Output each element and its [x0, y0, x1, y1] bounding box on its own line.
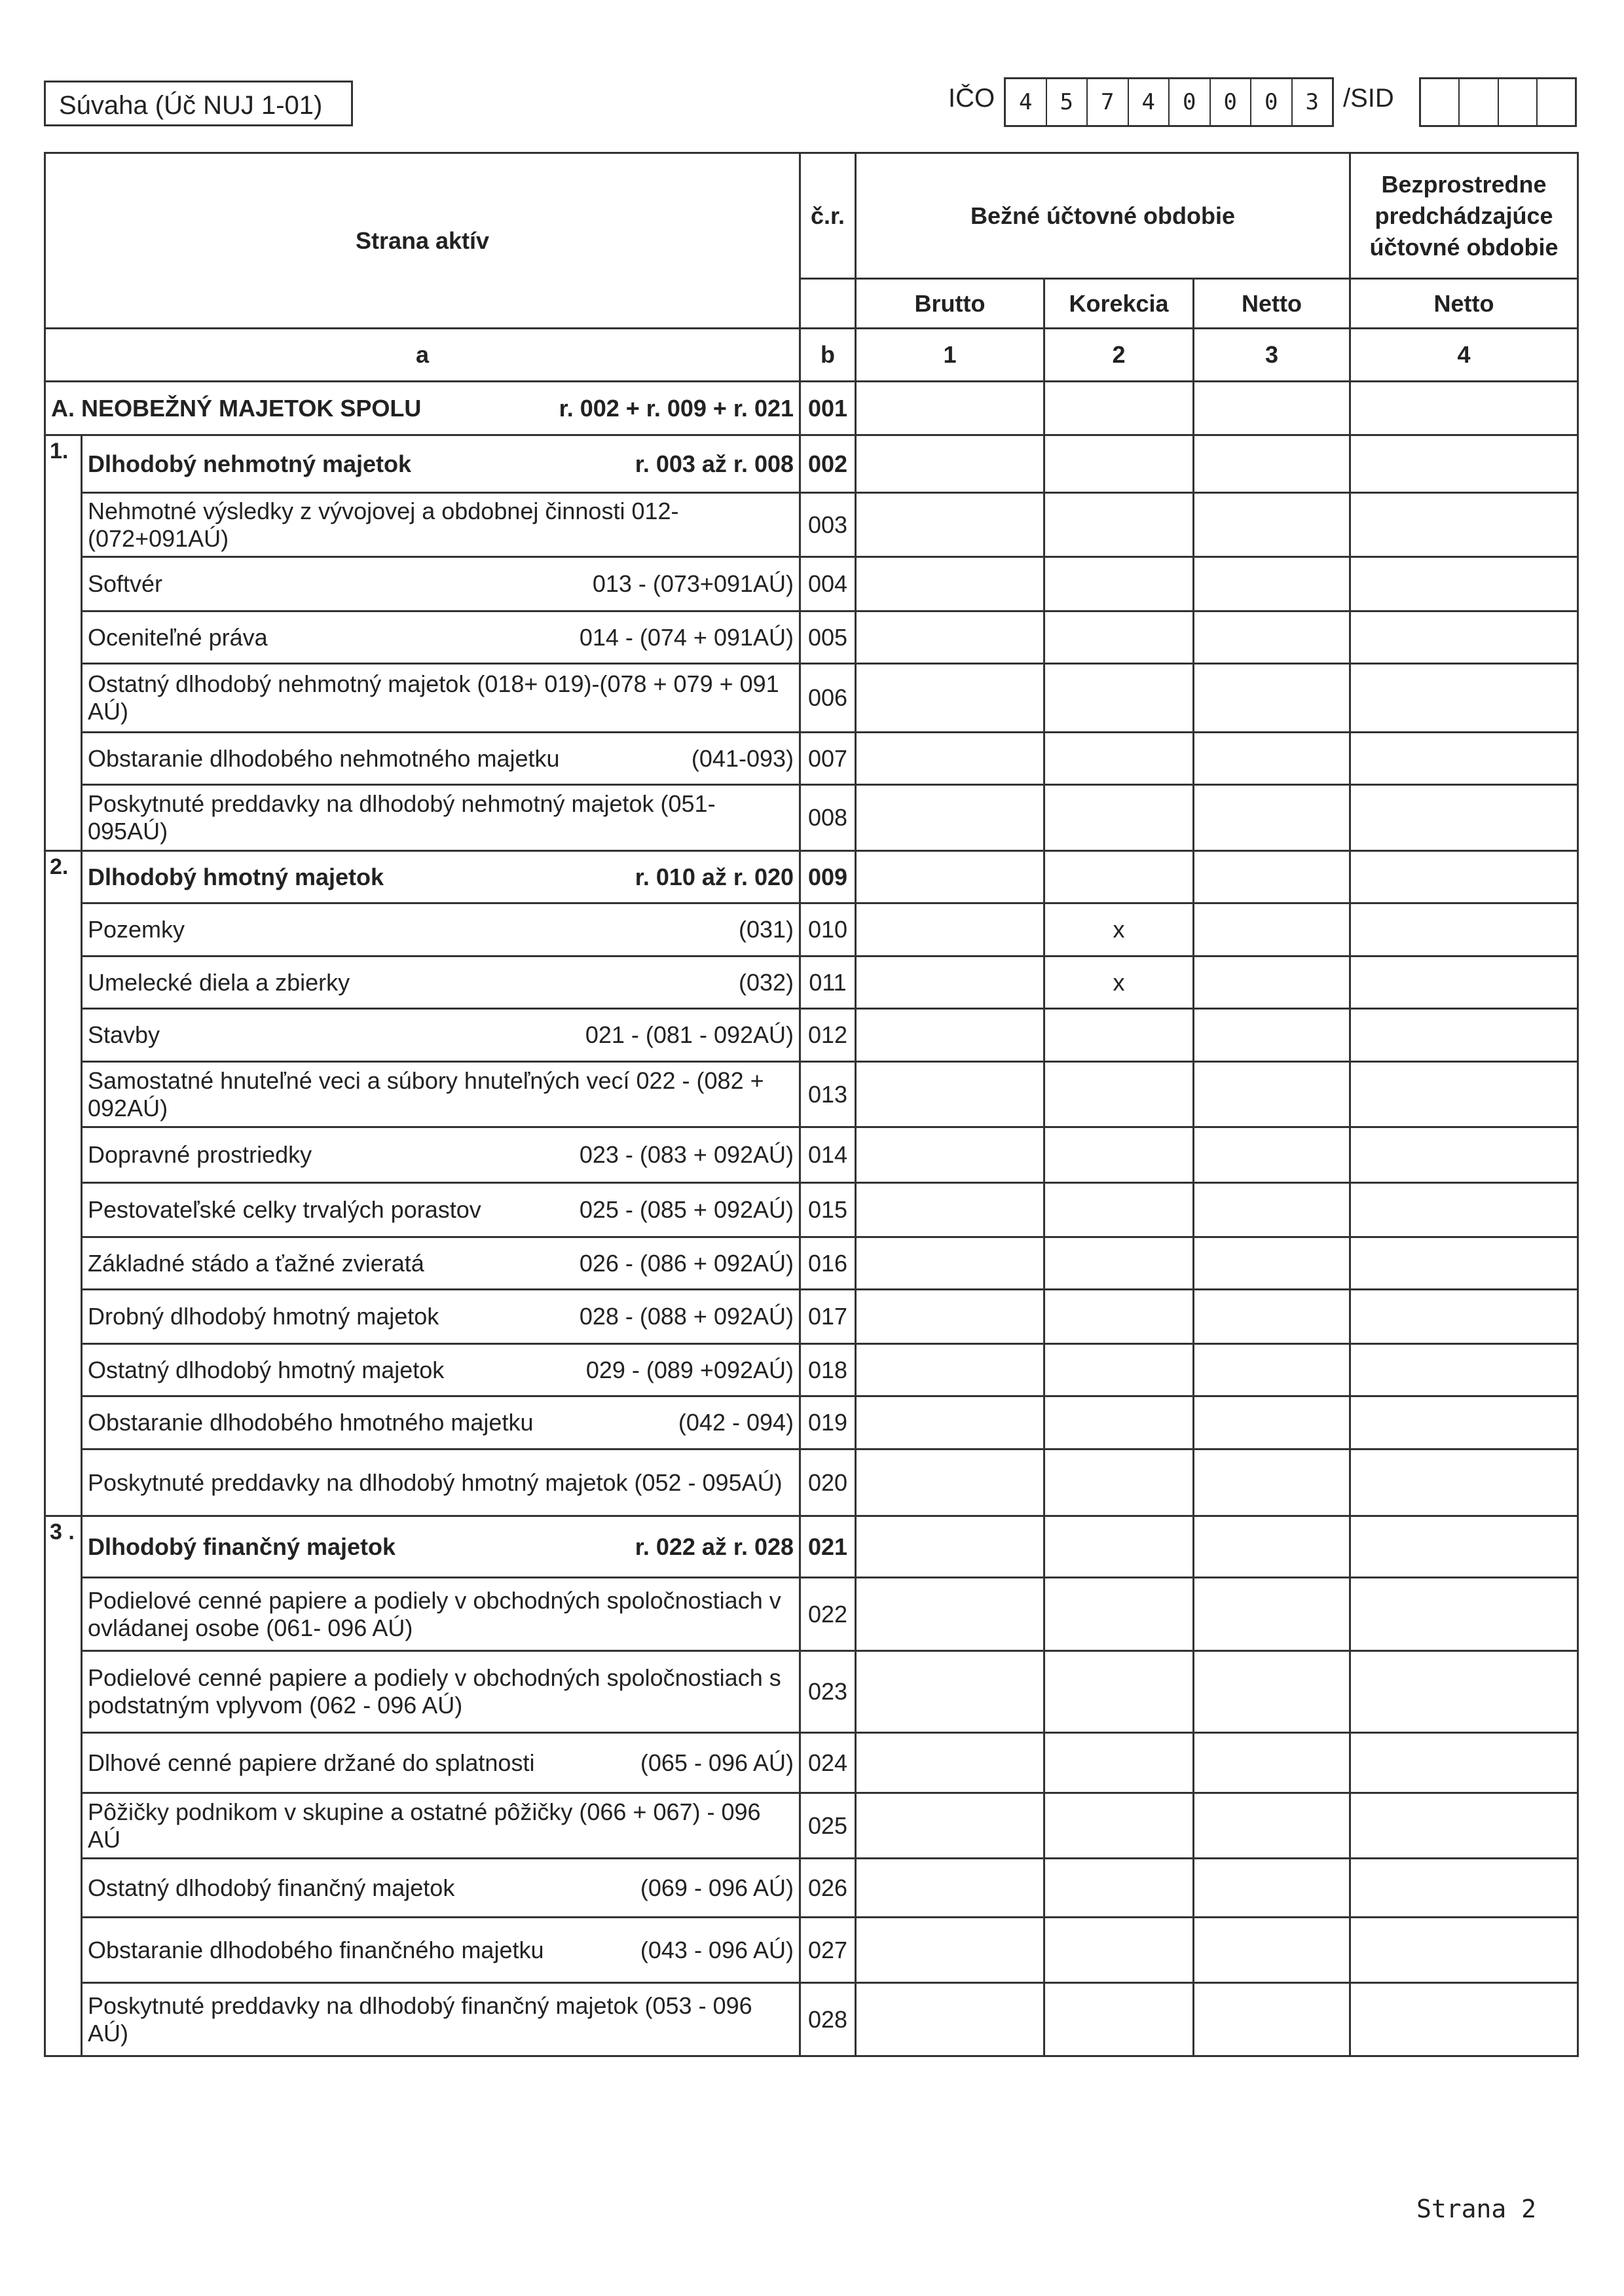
- netto-prev-cell[interactable]: [1350, 1578, 1578, 1651]
- brutto-cell[interactable]: [856, 1859, 1044, 1918]
- table-row-028: [45, 1983, 1578, 2056]
- row-label: [82, 1127, 800, 1183]
- row-label-text: Stavby: [88, 1021, 160, 1048]
- row-code: 021: [800, 1516, 856, 1578]
- korekcia-cell[interactable]: x: [1044, 957, 1194, 1009]
- netto-prev-cell[interactable]: [1350, 903, 1578, 957]
- row-code: 016: [800, 1237, 856, 1290]
- ico-digit-box: 4: [1128, 79, 1169, 125]
- table-row-010: [45, 903, 1578, 957]
- row-code: 009: [800, 851, 856, 903]
- row-formula: r. 022 až r. 028: [635, 1533, 794, 1560]
- row-formula: (031): [738, 916, 794, 943]
- row-formula: 021 - (081 - 092AÚ): [585, 1021, 794, 1048]
- row-formula: 013 - (073+091AÚ): [592, 570, 794, 597]
- netto-prev-cell[interactable]: [1350, 1651, 1578, 1733]
- ico-digit-box: 5: [1046, 79, 1087, 125]
- brutto-cell[interactable]: [856, 1062, 1044, 1127]
- netto-cell[interactable]: [1194, 1918, 1350, 1983]
- netto-prev-cell[interactable]: [1350, 1127, 1578, 1183]
- row-label: [82, 1237, 800, 1290]
- row-label: Poskytnuté preddavky na dlhodobý finančný majetok (053 - 096 AÚ): [82, 1983, 800, 2056]
- brutto-cell[interactable]: [856, 1733, 1044, 1793]
- brutto-cell[interactable]: [856, 957, 1044, 1009]
- netto-cell[interactable]: [1194, 1183, 1350, 1237]
- header-cr: č.r.: [800, 153, 856, 279]
- korekcia-cell[interactable]: [1044, 1237, 1194, 1290]
- table-row-004: [45, 557, 1578, 611]
- netto-prev-cell[interactable]: [1350, 1290, 1578, 1344]
- row-label: [82, 557, 800, 611]
- netto-prev-cell[interactable]: [1350, 435, 1578, 493]
- brutto-cell[interactable]: [856, 1449, 1044, 1516]
- table-row-019: [45, 1396, 1578, 1449]
- ico-digit-box: 0: [1250, 79, 1291, 125]
- netto-prev-cell[interactable]: [1350, 1918, 1578, 1983]
- brutto-cell[interactable]: [856, 493, 1044, 557]
- netto-cell[interactable]: [1194, 664, 1350, 733]
- korekcia-cell[interactable]: [1044, 733, 1194, 785]
- netto-prev-cell[interactable]: [1350, 1237, 1578, 1290]
- table-row-015: [45, 1183, 1578, 1237]
- brutto-cell[interactable]: [856, 382, 1044, 435]
- sid-digit-box[interactable]: [1498, 79, 1536, 125]
- netto-prev-cell[interactable]: [1350, 1733, 1578, 1793]
- row-label: [82, 1344, 800, 1396]
- netto-cell[interactable]: [1194, 1578, 1350, 1651]
- row-label: Pôžičky podnikom v skupine a ostatné pôžičky (066 + 067) - 096 AÚ: [82, 1793, 800, 1859]
- netto-prev-cell[interactable]: [1350, 382, 1578, 435]
- row-formula: 026 - (086 + 092AÚ): [579, 1249, 794, 1277]
- brutto-cell[interactable]: [856, 903, 1044, 957]
- netto-prev-cell[interactable]: [1350, 1396, 1578, 1449]
- netto-prev-cell[interactable]: [1350, 733, 1578, 785]
- row-formula: r. 003 až r. 008: [635, 450, 794, 477]
- ico-digit-box: 0: [1168, 79, 1209, 125]
- row-label: [82, 1516, 800, 1578]
- netto-cell[interactable]: [1194, 785, 1350, 851]
- balance-sheet-assets-table: [44, 152, 1579, 2057]
- korekcia-cell[interactable]: [1044, 1344, 1194, 1396]
- row-label-text: Umelecké diela a zbierky: [88, 968, 350, 996]
- brutto-cell[interactable]: [856, 557, 1044, 611]
- row-label-text: Ostatný dlhodobý finančný majetok: [88, 1874, 455, 1901]
- row-code: 006: [800, 664, 856, 733]
- netto-cell[interactable]: [1194, 1344, 1350, 1396]
- table-row-023: [45, 1651, 1578, 1733]
- netto-prev-cell[interactable]: [1350, 1009, 1578, 1062]
- row-label: [82, 851, 800, 903]
- row-code: 025: [800, 1793, 856, 1859]
- section-number: 1.: [45, 435, 82, 851]
- header-cr-blank: [800, 279, 856, 329]
- header-col-1: 1: [856, 329, 1044, 382]
- netto-cell[interactable]: [1194, 1859, 1350, 1918]
- row-code: 023: [800, 1651, 856, 1733]
- table-row-005: [45, 611, 1578, 664]
- page-number: Strana 2: [1416, 2195, 1537, 2223]
- korekcia-cell[interactable]: [1044, 611, 1194, 664]
- row-label-text: Obstaranie dlhodobého finančného majetku: [88, 1936, 544, 1963]
- table-row-024: [45, 1733, 1578, 1793]
- netto-cell[interactable]: [1194, 382, 1350, 435]
- netto-cell[interactable]: [1194, 1793, 1350, 1859]
- table-row-011: [45, 957, 1578, 1009]
- row-formula: r. 010 až r. 020: [635, 863, 794, 890]
- table-row-016: [45, 1237, 1578, 1290]
- korekcia-cell[interactable]: [1044, 851, 1194, 903]
- row-label: [82, 1183, 800, 1237]
- sid-digit-box[interactable]: [1458, 79, 1497, 125]
- header-previous-period: Bezprostredne predchádzajúce účtovné obdobie: [1350, 153, 1578, 279]
- row-label-text: Drobný dlhodobý hmotný majetok: [88, 1303, 439, 1330]
- netto-cell[interactable]: [1194, 611, 1350, 664]
- netto-prev-cell[interactable]: [1350, 1859, 1578, 1918]
- row-formula: 029 - (089 +092AÚ): [585, 1356, 794, 1383]
- brutto-cell[interactable]: [856, 1009, 1044, 1062]
- korekcia-cell[interactable]: [1044, 1449, 1194, 1516]
- table-row-022: [45, 1578, 1578, 1651]
- sid-digit-box[interactable]: [1421, 79, 1458, 125]
- row-code: 018: [800, 1344, 856, 1396]
- korekcia-cell[interactable]: [1044, 493, 1194, 557]
- netto-cell[interactable]: [1194, 1290, 1350, 1344]
- brutto-cell[interactable]: [856, 1651, 1044, 1733]
- korekcia-cell[interactable]: [1044, 1183, 1194, 1237]
- netto-cell[interactable]: [1194, 1396, 1350, 1449]
- table-row-018: [45, 1344, 1578, 1396]
- korekcia-cell[interactable]: [1044, 664, 1194, 733]
- row-formula: r. 002 + r. 009 + r. 021: [559, 394, 794, 422]
- row-label: [82, 1733, 800, 1793]
- row-label-text: Oceniteľné práva: [88, 623, 268, 651]
- korekcia-cell[interactable]: [1044, 557, 1194, 611]
- table-row-017: [45, 1290, 1578, 1344]
- netto-prev-cell[interactable]: [1350, 785, 1578, 851]
- netto-cell[interactable]: [1194, 1651, 1350, 1733]
- netto-cell[interactable]: [1194, 1983, 1350, 2056]
- row-code: 007: [800, 733, 856, 785]
- table-row-006: [45, 664, 1578, 733]
- korekcia-cell[interactable]: [1044, 382, 1194, 435]
- korekcia-cell[interactable]: [1044, 1062, 1194, 1127]
- netto-prev-cell[interactable]: [1350, 493, 1578, 557]
- row-code: 002: [800, 435, 856, 493]
- row-label-text: Dlhodobý finančný majetok: [88, 1533, 396, 1560]
- brutto-cell[interactable]: [856, 611, 1044, 664]
- netto-cell[interactable]: [1194, 1733, 1350, 1793]
- row-code: 010: [800, 903, 856, 957]
- header-netto: Netto: [1194, 279, 1350, 329]
- brutto-cell[interactable]: [856, 1793, 1044, 1859]
- row-label-text: Pestovateľské celky trvalých porastov: [88, 1196, 481, 1223]
- korekcia-cell[interactable]: [1044, 1651, 1194, 1733]
- korekcia-cell[interactable]: [1044, 1918, 1194, 1983]
- row-code: 005: [800, 611, 856, 664]
- ico-field: [1004, 77, 1334, 127]
- table-row-002: [45, 435, 1578, 493]
- netto-prev-cell[interactable]: [1350, 1183, 1578, 1237]
- row-label: [45, 382, 800, 435]
- header-col-b: b: [800, 329, 856, 382]
- row-label: Podielové cenné papiere a podiely v obchodných spoločnostiach s podstatným vplyvom (062 - 096 AÚ): [82, 1651, 800, 1733]
- netto-prev-cell[interactable]: [1350, 611, 1578, 664]
- table-row-025: [45, 1793, 1578, 1859]
- row-formula: (065 - 096 AÚ): [640, 1749, 794, 1776]
- row-label-text: A. NEOBEŽNÝ MAJETOK SPOLU: [51, 394, 422, 422]
- row-code: 003: [800, 493, 856, 557]
- netto-cell[interactable]: [1194, 1237, 1350, 1290]
- netto-prev-cell[interactable]: [1350, 1344, 1578, 1396]
- korekcia-cell[interactable]: [1044, 1578, 1194, 1651]
- row-formula: 028 - (088 + 092AÚ): [579, 1303, 794, 1330]
- section-number: 3 .: [45, 1516, 82, 2056]
- netto-cell[interactable]: [1194, 1516, 1350, 1578]
- row-formula: (032): [738, 968, 794, 996]
- brutto-cell[interactable]: [856, 1396, 1044, 1449]
- netto-prev-cell[interactable]: [1350, 1062, 1578, 1127]
- brutto-cell[interactable]: [856, 1344, 1044, 1396]
- netto-cell[interactable]: [1194, 435, 1350, 493]
- table-row-027: [45, 1918, 1578, 1983]
- table-row-014: [45, 1127, 1578, 1183]
- sid-label: /SID: [1343, 84, 1394, 113]
- korekcia-cell[interactable]: [1044, 1516, 1194, 1578]
- sid-digit-box[interactable]: [1536, 79, 1575, 125]
- section-number: 2.: [45, 851, 82, 1516]
- row-label: Poskytnuté preddavky na dlhodobý hmotný majetok (052 - 095AÚ): [82, 1449, 800, 1516]
- brutto-cell[interactable]: [856, 1290, 1044, 1344]
- korekcia-cell[interactable]: [1044, 1290, 1194, 1344]
- header-col-3: 3: [1194, 329, 1350, 382]
- netto-cell[interactable]: [1194, 1449, 1350, 1516]
- row-label-text: Pozemky: [88, 916, 185, 943]
- row-label-text: Dopravné prostriedky: [88, 1141, 312, 1168]
- brutto-cell[interactable]: [856, 435, 1044, 493]
- korekcia-cell[interactable]: [1044, 435, 1194, 493]
- brutto-cell[interactable]: [856, 785, 1044, 851]
- row-label-text: Dlhové cenné papiere držané do splatnosti: [88, 1749, 535, 1776]
- netto-prev-cell[interactable]: [1350, 557, 1578, 611]
- ico-digit-box: 4: [1019, 89, 1033, 115]
- row-label: Ostatný dlhodobý nehmotný majetok (018+ 019)-(078 + 079 + 091 AÚ): [82, 664, 800, 733]
- table-row-026: [45, 1859, 1578, 1918]
- row-formula: (069 - 096 AÚ): [640, 1874, 794, 1901]
- korekcia-cell[interactable]: [1044, 1983, 1194, 2056]
- row-formula: 023 - (083 + 092AÚ): [579, 1141, 794, 1168]
- row-code: 001: [800, 382, 856, 435]
- table-row-009: [45, 851, 1578, 903]
- row-label: [82, 1009, 800, 1062]
- row-label-text: Ostatný dlhodobý hmotný majetok: [88, 1356, 445, 1383]
- row-code: 028: [800, 1983, 856, 2056]
- row-label-text: Základné stádo a ťažné zvieratá: [88, 1249, 424, 1277]
- netto-cell[interactable]: [1194, 1009, 1350, 1062]
- netto-prev-cell[interactable]: [1350, 664, 1578, 733]
- row-label-text: Softvér: [88, 570, 163, 597]
- row-label: [82, 435, 800, 493]
- row-code: 022: [800, 1578, 856, 1651]
- header-strana-aktiv: Strana aktív: [45, 153, 800, 329]
- row-code: 013: [800, 1062, 856, 1127]
- table-row-013: [45, 1062, 1578, 1127]
- row-formula: (041-093): [691, 744, 794, 772]
- header-current-period: Bežné účtovné obdobie: [856, 153, 1350, 279]
- row-label-text: Dlhodobý hmotný majetok: [88, 863, 384, 890]
- table-row-007: [45, 733, 1578, 785]
- korekcia-cell[interactable]: [1044, 785, 1194, 851]
- row-code: 004: [800, 557, 856, 611]
- header-col-4: 4: [1350, 329, 1578, 382]
- row-code: 012: [800, 1009, 856, 1062]
- row-code: 014: [800, 1127, 856, 1183]
- header-korekcia: Korekcia: [1044, 279, 1194, 329]
- row-code: 019: [800, 1396, 856, 1449]
- row-code: 020: [800, 1449, 856, 1516]
- row-code: 027: [800, 1918, 856, 1983]
- brutto-cell[interactable]: [856, 1237, 1044, 1290]
- table-row-012: [45, 1009, 1578, 1062]
- netto-cell[interactable]: [1194, 957, 1350, 1009]
- row-code: 026: [800, 1859, 856, 1918]
- header-netto-prev: Netto: [1350, 279, 1578, 329]
- row-label: [82, 957, 800, 1009]
- row-label: [82, 1396, 800, 1449]
- row-code: 015: [800, 1183, 856, 1237]
- ico-digit-box: 7: [1086, 79, 1128, 125]
- row-label: [82, 733, 800, 785]
- netto-cell[interactable]: [1194, 1127, 1350, 1183]
- korekcia-cell[interactable]: [1044, 1859, 1194, 1918]
- netto-cell[interactable]: [1194, 851, 1350, 903]
- form-title: Súvaha (Úč NUJ 1-01): [44, 81, 353, 126]
- korekcia-cell[interactable]: [1044, 1793, 1194, 1859]
- brutto-cell[interactable]: [856, 733, 1044, 785]
- brutto-cell[interactable]: [856, 1516, 1044, 1578]
- netto-cell[interactable]: [1194, 557, 1350, 611]
- row-formula: (042 - 094): [678, 1409, 794, 1436]
- row-label: Samostatné hnuteľné veci a súbory hnuteľných vecí 022 - (082 + 092AÚ): [82, 1062, 800, 1127]
- brutto-cell[interactable]: [856, 664, 1044, 733]
- row-label: [82, 611, 800, 664]
- korekcia-cell[interactable]: [1044, 1733, 1194, 1793]
- row-formula: 025 - (085 + 092AÚ): [579, 1196, 794, 1223]
- korekcia-cell[interactable]: [1044, 1127, 1194, 1183]
- netto-cell[interactable]: [1194, 733, 1350, 785]
- table-row-001: [45, 382, 1578, 435]
- brutto-cell[interactable]: [856, 851, 1044, 903]
- netto-cell[interactable]: [1194, 1062, 1350, 1127]
- row-label-text: Obstaranie dlhodobého nehmotného majetku: [88, 744, 560, 772]
- netto-prev-cell[interactable]: [1350, 1449, 1578, 1516]
- header-col-2: 2: [1044, 329, 1194, 382]
- row-formula: (043 - 096 AÚ): [640, 1936, 794, 1963]
- row-code: 008: [800, 785, 856, 851]
- ico-digit-box: 3: [1291, 79, 1333, 125]
- row-label: [82, 1290, 800, 1344]
- sid-field: [1419, 77, 1577, 127]
- ico-digit-box: 0: [1209, 79, 1251, 125]
- brutto-cell[interactable]: [856, 1918, 1044, 1983]
- korekcia-cell[interactable]: [1044, 1396, 1194, 1449]
- row-label: [82, 1859, 800, 1918]
- brutto-cell[interactable]: [856, 1127, 1044, 1183]
- brutto-cell[interactable]: [856, 1983, 1044, 2056]
- header-brutto: Brutto: [856, 279, 1044, 329]
- row-code: 017: [800, 1290, 856, 1344]
- table-row-008: [45, 785, 1578, 851]
- brutto-cell[interactable]: [856, 1183, 1044, 1237]
- header-col-a: a: [45, 329, 800, 382]
- row-label: Poskytnuté preddavky na dlhodobý nehmotný majetok (051-095AÚ): [82, 785, 800, 851]
- netto-prev-cell[interactable]: [1350, 957, 1578, 1009]
- netto-prev-cell[interactable]: [1350, 851, 1578, 903]
- table-row-020: [45, 1449, 1578, 1516]
- row-code: 011: [800, 957, 856, 1009]
- netto-prev-cell[interactable]: [1350, 1793, 1578, 1859]
- netto-prev-cell[interactable]: [1350, 1983, 1578, 2056]
- netto-prev-cell[interactable]: [1350, 1516, 1578, 1578]
- korekcia-cell[interactable]: x: [1044, 903, 1194, 957]
- brutto-cell[interactable]: [856, 1578, 1044, 1651]
- netto-cell[interactable]: [1194, 493, 1350, 557]
- korekcia-cell[interactable]: [1044, 1009, 1194, 1062]
- row-label: [82, 1918, 800, 1983]
- netto-cell[interactable]: [1194, 903, 1350, 957]
- table-row-021: [45, 1516, 1578, 1578]
- row-label-text: Dlhodobý nehmotný majetok: [88, 450, 412, 477]
- row-label: [82, 903, 800, 957]
- row-code: 024: [800, 1733, 856, 1793]
- row-label: Podielové cenné papiere a podiely v obchodných spoločnostiach v ovládanej osobe (061- 096 AÚ): [82, 1578, 800, 1651]
- row-label-text: Obstaranie dlhodobého hmotného majetku: [88, 1409, 534, 1436]
- table-row-003: [45, 493, 1578, 557]
- row-label: Nehmotné výsledky z vývojovej a obdobnej činnosti 012-(072+091AÚ): [82, 493, 800, 557]
- ico-label: IČO: [948, 84, 995, 113]
- row-formula: 014 - (074 + 091AÚ): [579, 623, 794, 651]
